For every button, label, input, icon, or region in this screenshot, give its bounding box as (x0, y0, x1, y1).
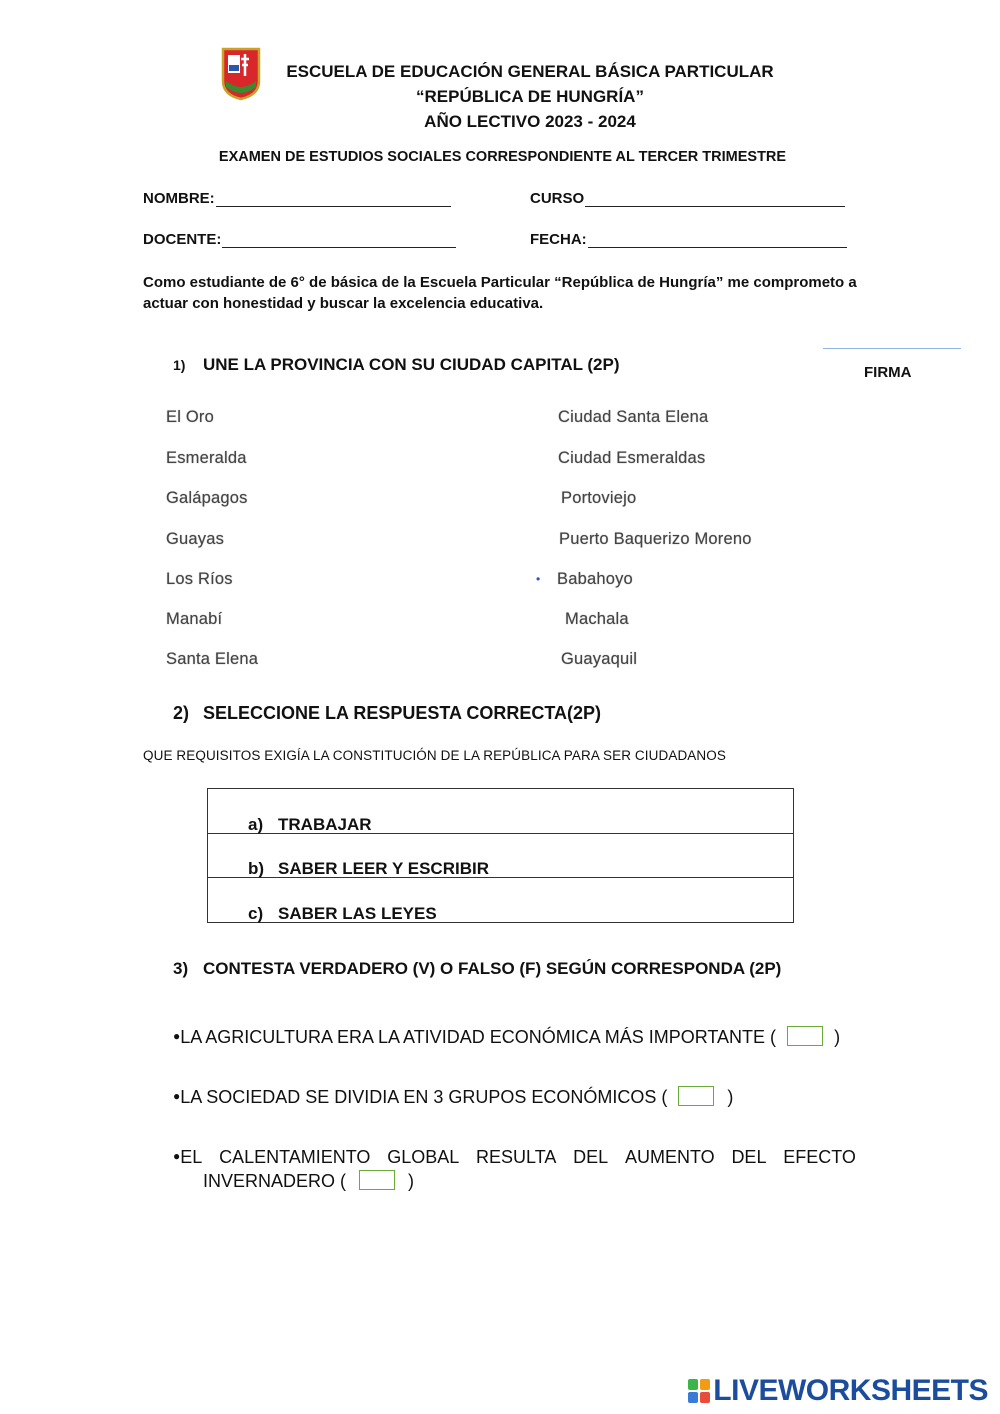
section2-number: 2) (173, 703, 190, 723)
section1-number: 1) (173, 357, 186, 373)
tf-word: EL (180, 1147, 203, 1167)
tf-word: DEL (731, 1147, 767, 1167)
section3-title-text: CONTESTA VERDADERO (V) O FALSO (F) SEGÚN CORRESPONDA (2P) (203, 959, 782, 978)
bullet-icon: ● (173, 1149, 181, 1163)
option-letter: b) (248, 859, 265, 878)
liveworksheets-brand-text: LIVEWORKSHEETS (713, 1374, 988, 1407)
fecha-label: FECHA: (530, 231, 587, 248)
answer-box[interactable] (678, 1086, 714, 1106)
school-name: ESCUELA DE EDUCACIÓN GENERAL BÁSICA PARTICULAR (286, 62, 774, 81)
bullet-icon: ● (173, 1089, 181, 1103)
tf-word: DEL (573, 1147, 609, 1167)
province-item[interactable]: Galápagos (166, 489, 248, 507)
capital-item[interactable]: Ciudad Esmeraldas (558, 449, 706, 467)
capital-item[interactable]: Puerto Baquerizo Moreno (559, 530, 752, 548)
signature-label: FIRMA (864, 364, 912, 381)
option-a[interactable] (208, 789, 793, 834)
close-paren: ) (834, 1027, 841, 1047)
liveworksheets-brand (688, 1374, 988, 1408)
capital-item[interactable]: Portoviejo (561, 489, 637, 507)
tf-statement (173, 1147, 856, 1192)
liveworksheets-logo-icon (688, 1379, 710, 1403)
tf-statement (173, 1026, 840, 1048)
capital-item[interactable]: Machala (565, 610, 629, 628)
section2-title (173, 703, 601, 724)
docente-line[interactable] (222, 233, 456, 248)
section3-number: 3) (173, 959, 189, 978)
curso-line[interactable] (585, 192, 845, 207)
close-paren: ) (408, 1171, 415, 1191)
docente-label: DOCENTE: (143, 231, 222, 248)
option-text: TRABAJAR (278, 815, 372, 834)
option-text: SABER LEER Y ESCRIBIR (278, 859, 489, 878)
province-item[interactable]: Manabí (166, 610, 223, 628)
signature-line[interactable] (823, 348, 961, 349)
fecha-line[interactable] (588, 233, 847, 248)
nombre-line[interactable] (216, 192, 451, 207)
section1-title-text: UNE LA PROVINCIA CON SU CIUDAD CAPITAL (2P) (203, 355, 620, 374)
section1-title (173, 355, 620, 375)
option-c[interactable] (208, 878, 793, 922)
tf-word: EFECTO (783, 1147, 856, 1167)
curso-label: CURSO (530, 190, 585, 207)
tf-statement-text: LA AGRICULTURA ERA LA ATIVIDAD ECONÓMICA MÁS IMPORTANTE ( (180, 1027, 777, 1047)
nombre-label: NOMBRE: (143, 190, 215, 207)
province-item[interactable]: El Oro (166, 408, 214, 426)
match-dot-icon: • (536, 572, 541, 586)
capital-item[interactable]: Ciudad Santa Elena (558, 408, 709, 426)
close-paren: ) (727, 1087, 734, 1107)
tf-statement (173, 1086, 733, 1108)
docente-field[interactable] (143, 231, 456, 248)
province-item[interactable]: Los Ríos (166, 570, 233, 588)
province-item[interactable]: Guayas (166, 530, 225, 548)
option-text: SABER LAS LEYES (278, 904, 437, 923)
option-letter: c) (248, 904, 264, 923)
curso-field[interactable] (530, 190, 845, 207)
commitment-statement: Como estudiante de 6° de básica de la Escuela Particular “República de Hungría” me comprometo a actuar con honestidad y buscar la excelencia educativa. (143, 274, 857, 312)
section3-title (173, 959, 781, 979)
province-item[interactable]: Esmeralda (166, 449, 247, 467)
answer-box[interactable] (787, 1026, 823, 1046)
options-table (207, 788, 794, 923)
answer-box[interactable] (359, 1170, 395, 1190)
option-b[interactable] (208, 833, 793, 878)
tf-statement-text: LA SOCIEDAD SE DIVIDIA EN 3 GRUPOS ECONÓMICOS ( (180, 1087, 668, 1107)
nombre-field[interactable] (143, 190, 451, 207)
tf-statement-text: INVERNADERO ( (203, 1171, 347, 1191)
bullet-icon: ● (173, 1029, 181, 1043)
tf-word: GLOBAL (387, 1147, 460, 1167)
school-name-line2: “REPÚBLICA DE HUNGRÍA” (416, 87, 644, 106)
exam-title: EXAMEN DE ESTUDIOS SOCIALES CORRESPONDIENTE AL TERCER TRIMESTRE (218, 149, 787, 165)
tf-word: RESULTA (476, 1147, 557, 1167)
question2-prompt: QUE REQUISITOS EXIGÍA LA CONSTITUCIÓN DE LA REPÚBLICA PARA SER CIUDADANOS (143, 748, 726, 763)
section2-title-text: SELECCIONE LA RESPUESTA CORRECTA(2P) (203, 703, 602, 723)
province-item[interactable]: Santa Elena (166, 650, 259, 668)
tf-word: CALENTAMIENTO (219, 1147, 371, 1167)
fecha-field[interactable] (530, 231, 847, 248)
capital-item[interactable]: Babahoyo (557, 570, 633, 588)
school-year: AÑO LECTIVO 2023 - 2024 (424, 112, 636, 131)
capital-item[interactable]: Guayaquil (561, 650, 638, 668)
tf-word: AUMENTO (624, 1147, 715, 1167)
option-letter: a) (248, 815, 264, 834)
